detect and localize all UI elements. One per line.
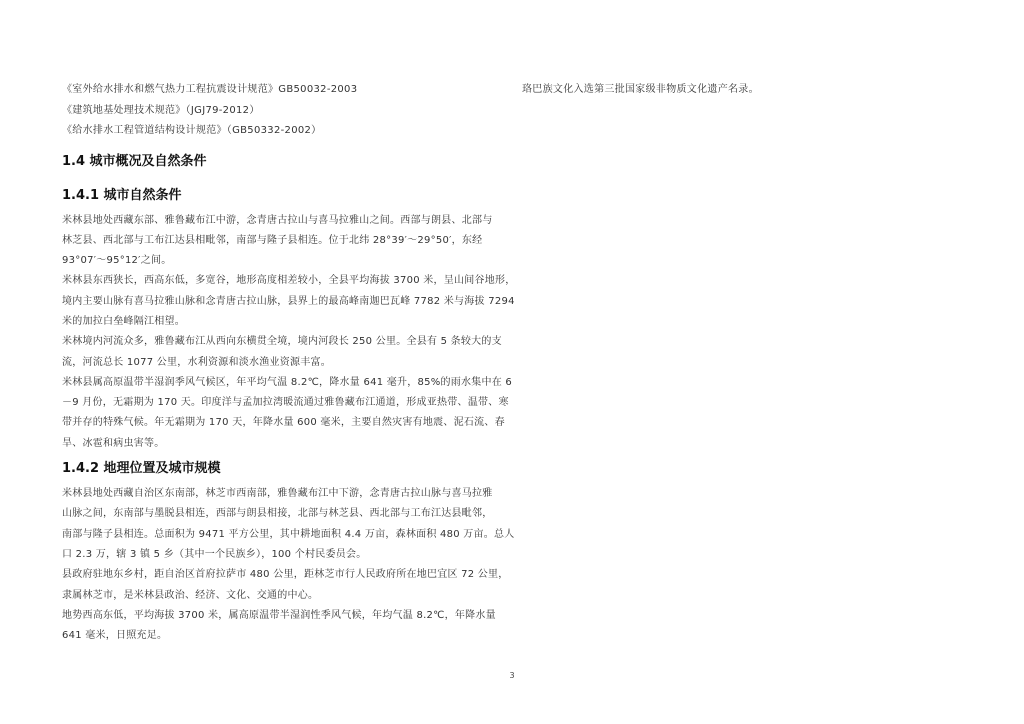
reference-list: [62, 80, 514, 142]
text-line: 县政府驻地东乡村，距自治区首府拉萨市 480 公里，距林芝市行人民政府所在地巴宜区 72 公里，: [62, 569, 509, 581]
text-line: 林芝县、西北部与工布江达县相毗邻，南部与隆子县相连。位于北纬 28°39′～29°50′，东经: [62, 234, 483, 246]
section-heading-1-4-2: 1.4.2 地理位置及城市规模: [62, 461, 221, 477]
text-line: 米林县属高原温带半湿润季风气候区，年平均气温 8.2℃，降水量 641 毫升，85%的雨水集中在 6: [62, 376, 513, 388]
text-line: 米林县地处西藏自治区东南部，林芝市西南部，雅鲁藏布江中下游，念青唐古拉山脉与喜马拉雅: [62, 488, 493, 500]
left-column: [62, 80, 514, 646]
text-line: 93°07′～95°12′之间。: [62, 255, 172, 267]
text-line: 带并存的特殊气候。年无霜期为 170 天，年降水量 600 毫米，主要自然灾害有地震、泥石流、春: [62, 417, 505, 429]
text-line: 米林县东西狭长，西高东低，多宽谷，地形高度相差较小，全县平均海拔 3700 米，呈山间谷地形，: [62, 275, 516, 287]
natural-conditions-text: [62, 211, 514, 455]
location-scale-text: [62, 484, 514, 646]
section-heading-1-4: 1.4 城市概况及自然条件: [62, 153, 207, 169]
text-line: 米林境内河流众多，雅鲁藏布江从西向东横贯全境，境内河段长 250 公里。全县有 5 条较大的支: [62, 336, 502, 348]
text-line: 米的加拉白垒峰隔江相望。: [62, 315, 185, 327]
text-line: 境内主要山脉有喜马拉雅山脉和念青唐古拉山脉，县界上的最高峰南迦巴瓦峰 7782 米与海拔 7294: [62, 295, 515, 307]
text-line: 南部与隆子县相连。总面积为 9471 平方公里，其中耕地面积 4.4 万亩，森林面积 480 万亩。总人: [62, 528, 515, 540]
page-number: 3: [509, 671, 515, 680]
text-line: 山脉之间，东南部与墨脱县相连，西部与朗县相接，北部与林芝县、西北部与工布江达县毗邻，: [62, 508, 493, 520]
text-line: 隶属林芝市，是米林县政治、经济、文化、交通的中心。: [62, 589, 319, 601]
reference-item: 《建筑地基处理技术规范》（JGJ79-2012）: [62, 104, 260, 116]
right-column-text: 珞巴族文化入选第三批国家级非物质文化遗产名录。: [522, 84, 759, 95]
text-line: 地势西高东低，平均海拔 3700 米，属高原温带半湿润性季风气候，年均气温 8.2℃，年降水量: [62, 609, 496, 621]
reference-item: 《室外给水排水和燃气热力工程抗震设计规范》GB50032-2003: [62, 84, 358, 95]
text-line: 641 毫米，日照充足。: [62, 630, 168, 642]
text-line: 口 2.3 万，辖 3 镇 5 乡（其中一个民族乡），100 个村民委员会。: [62, 548, 367, 560]
reference-item: 《给水排水工程管道结构设计规范》（GB50332-2002）: [62, 125, 322, 136]
right-column: [522, 80, 962, 101]
text-line: 米林县地处西藏东部、雅鲁藏布江中游，念青唐古拉山与喜马拉雅山之间。西部与朗县、北部与: [62, 214, 493, 226]
text-line: 旱、冰雹和病虫害等。: [62, 437, 165, 449]
text-line: －9 月份，无霜期为 170 天。印度洋与孟加拉湾暖流通过雅鲁藏布江通道，形成亚热带、温带、寒: [62, 397, 509, 409]
text-line: 流，河流总长 1077 公里，水利资源和淡水渔业资源丰富。: [62, 356, 332, 368]
section-heading-1-4-1: 1.4.1 城市自然条件: [62, 187, 182, 203]
